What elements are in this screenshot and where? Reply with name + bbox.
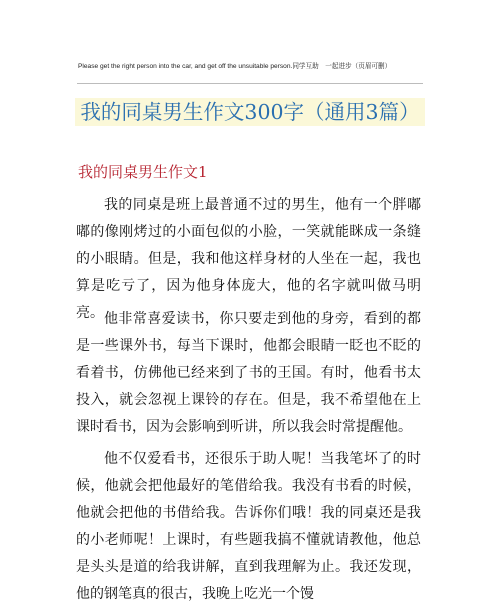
document-title: 我的同桌男生作文300字（通用3篇）: [75, 98, 424, 126]
header-divider: [77, 83, 423, 84]
page-header: Please get the right person into the car, and get off the unsuitable person.同学互助 一起进步（页眉可删）: [78, 63, 392, 70]
section-heading: 我的同桌男生作文1: [78, 163, 208, 181]
title-container: [0, 98, 500, 126]
paragraph-3: 他不仅爱看书，还很乐于助人呢！当我笔坏了的时候，他就会把他最好的笔借给我。我没有书看的时候，他就会把他的书借给我。告诉你们哦！我的同桌还是我的小老师呢！上课时，有些题我搞不懂就请教他，他总是头头是道的给我讲解，直到我理解为止。我还发现，他的钢笔真的很古，我晚上吃光一个馒: [76, 451, 421, 602]
paragraph-1: 我的同桌是班上最普通不过的男生，他有一个胖嘟嘟的像刚烤过的小面包似的小脸，一笑就能眯成一条缝的小眼睛。但是，我和他这样身材的人坐在一起，我也算是吃亏了，因为他身体庞大，他的名字就叫做马明亮。: [76, 197, 421, 321]
paragraph-2: 他非常喜爱读书，你只要走到他的身旁，看到的都是一些课外书，每当下课时，他都会眼睛一眨也不眨的看着书，仿佛他已经来到了书的王国。有时，他看书太投入，就会忽视上课铃的存在。但是，我不希望他在上课时看书，因为会影响到听讲，所以我会时常提醒他。: [76, 311, 421, 435]
